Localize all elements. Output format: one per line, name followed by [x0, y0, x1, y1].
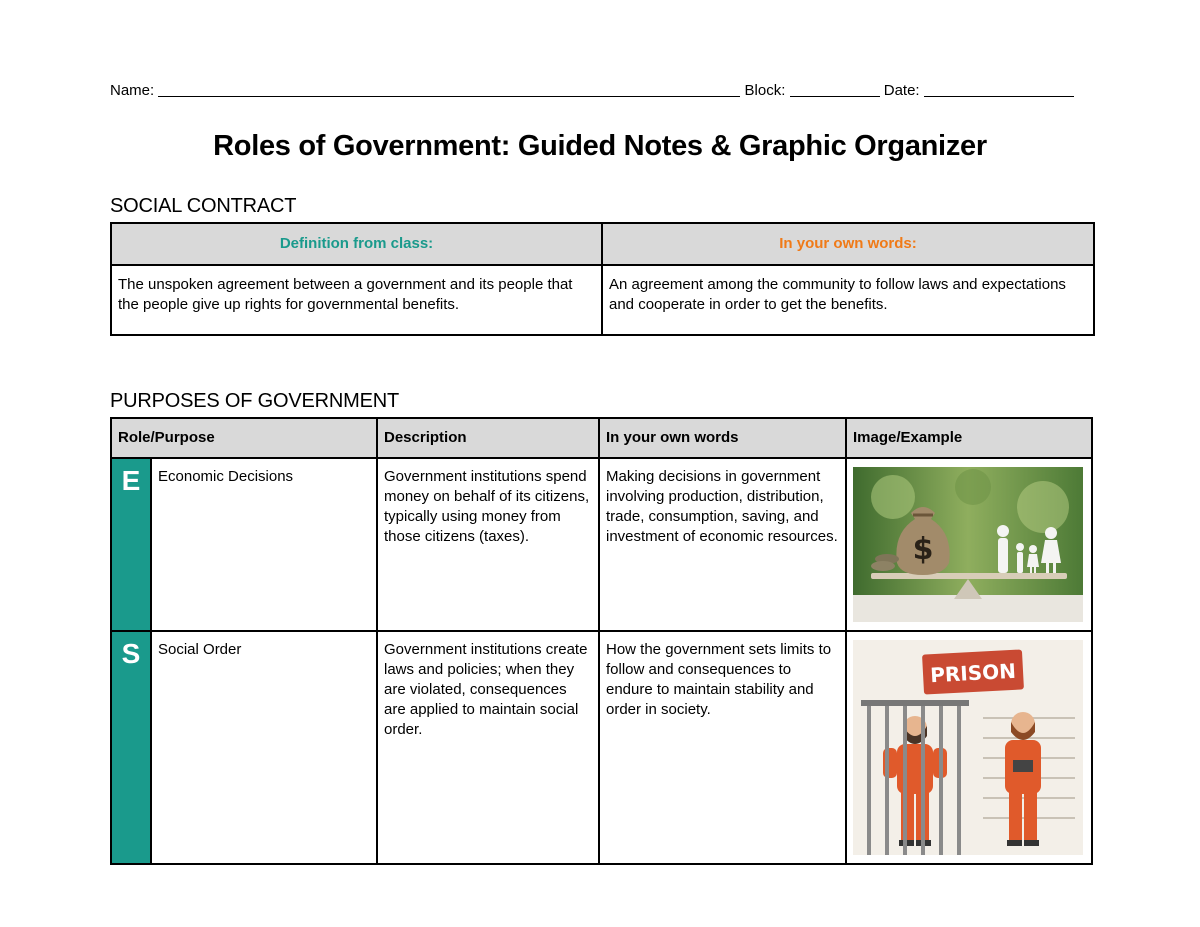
money-bag-scale-family-image	[853, 467, 1083, 622]
page-title: Roles of Government: Guided Notes & Graphic Organizer	[213, 130, 987, 162]
table-header-row	[111, 223, 1094, 265]
table-row	[111, 631, 1092, 864]
role-cell: Economic Decisions	[151, 458, 377, 631]
image-column-header: Image/Example	[846, 418, 1092, 458]
purposes-heading: PURPOSES OF GOVERNMENT	[110, 390, 399, 412]
date-label: Date:	[883, 82, 920, 99]
own-words-cell[interactable]: An agreement among the community to follow laws and expectations and cooperate in order to get the benefits.	[602, 265, 1094, 335]
own-words-column-header: In your own words	[599, 418, 846, 458]
image-cell	[846, 631, 1092, 864]
purposes-table	[110, 417, 1093, 865]
definition-column-header: Definition from class:	[111, 223, 602, 265]
name-label: Name:	[110, 82, 155, 99]
row-letter-badge: S	[111, 631, 151, 864]
role-cell: Social Order	[151, 631, 377, 864]
prison-sign-text: PRISON	[929, 658, 1017, 688]
social-contract-table	[110, 222, 1095, 336]
name-blank[interactable]	[158, 82, 740, 97]
date-blank[interactable]	[924, 82, 1074, 97]
table-row	[111, 458, 1092, 631]
student-info-line	[110, 82, 1085, 99]
prison-illustration-image	[853, 640, 1083, 855]
row-letter-badge: E	[111, 458, 151, 631]
svg-text:$: $	[912, 532, 934, 567]
block-label: Block:	[744, 82, 786, 99]
own-words-cell[interactable]: Making decisions in government involving production, distribution, trade, consumption, saving, and investment of economic resources.	[599, 458, 846, 631]
description-cell: Government institutions spend money on behalf of its citizens, typically using money from those citizens (taxes).	[377, 458, 599, 631]
own-words-column-header: In your own words:	[602, 223, 1094, 265]
block-blank[interactable]	[790, 82, 880, 97]
description-cell: Government institutions create laws and policies; when they are violated, consequences are applied to maintain social order.	[377, 631, 599, 864]
image-cell	[846, 458, 1092, 631]
description-column-header: Description	[377, 418, 599, 458]
social-contract-heading: SOCIAL CONTRACT	[110, 195, 297, 217]
table-header-row	[111, 418, 1092, 458]
role-column-header: Role/Purpose	[111, 418, 377, 458]
table-row	[111, 265, 1094, 335]
definition-cell[interactable]: The unspoken agreement between a government and its people that the people give up rights for governmental benefits.	[111, 265, 602, 335]
own-words-cell[interactable]: How the government sets limits to follow and consequences to endure to maintain stability and order in society.	[599, 631, 846, 864]
